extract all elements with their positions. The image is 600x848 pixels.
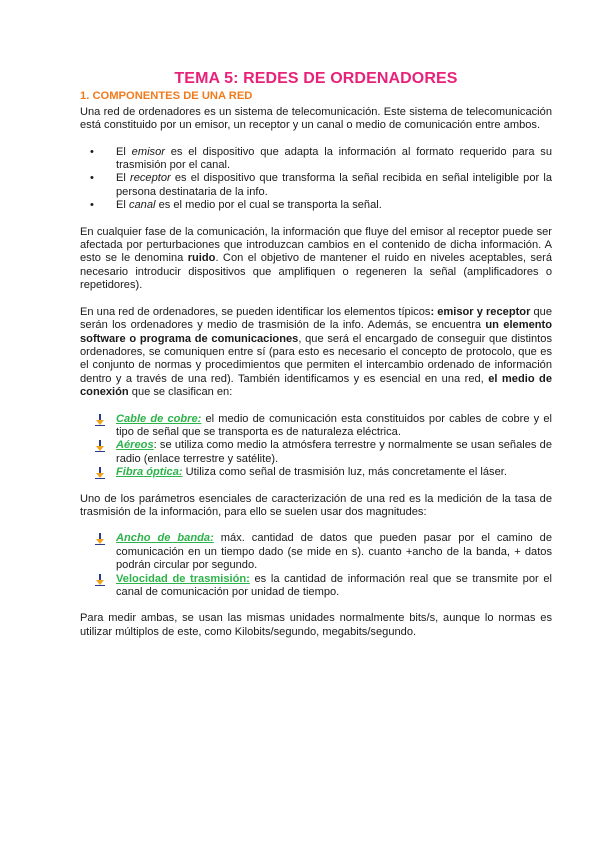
arrow-down-icon xyxy=(95,574,105,586)
bullet-icon: • xyxy=(90,145,94,158)
list-item: • El receptor es el dispositivo que transforma la señal recibida en señal inteligible por la persona destinataria de la info. xyxy=(90,172,552,198)
arrow-down-icon xyxy=(95,533,105,545)
document-page xyxy=(80,72,552,639)
list-item: • El canal es el medio por el cual se transporta la señal. xyxy=(90,199,382,212)
bullet-icon: • xyxy=(90,199,94,212)
arrow-down-icon xyxy=(95,467,105,479)
bullet-icon: • xyxy=(90,172,94,185)
rate-paragraph: Uno de los parámetros esenciales de caracterización de una red es la medición de la tasa de trasmisión de la información, para ello se suelen usar dos magnitudes: xyxy=(80,492,552,518)
arrow-down-icon xyxy=(95,414,105,426)
bullet-list xyxy=(80,146,552,213)
list-item: Aéreos: se utiliza como medio la atmósfera terrestre y normalmente se usan señales de radio (enlace terrestre y satélite). xyxy=(80,439,552,466)
intro-paragraph: Una red de ordenadores es un sistema de telecomunicación. Este sistema de telecomunicación está constituido por un emisor, un receptor y un canal o medio de comunicación entre ambos. xyxy=(80,105,552,132)
media-list xyxy=(80,413,552,480)
list-item: Velocidad de trasmisión: es la cantidad de información real que se transmite por el canal de comunicación por unidad de tiempo. xyxy=(80,573,552,600)
units-paragraph: Para medir ambas, se usan las mismas unidades normalmente bits/s, aunque lo normas es utilizar múltiplos de este, como Kilobits/segundo, megabits/segundo. xyxy=(80,612,552,638)
arrow-down-icon xyxy=(95,440,105,452)
list-item: Ancho de banda: máx. cantidad de datos que pueden pasar por el camino de comunicación en un tiempo dado (se mide en s). cuanto +ancho de la banda, + datos podrán circular por segundo. xyxy=(80,532,552,572)
magnitudes-list xyxy=(80,532,552,599)
elements-paragraph: En una red de ordenadores, se pueden identificar los elementos típicos: emisor y receptor que serán los ordenadores y medio de trasmisión de la info. Además, se encuentra un elemento software o programa de comunicaciones, que será el encargado de conseguir que distintos ordenadores, se comuniquen entre sí (para esto es necesario el concepto de protocolo, que es el conjunto de normas y procedimientos que permiten el intercambio ordenado de información dentro y a través de una red). También identificamos y es esencial en una red, el medio de conexión que se clasifican en: xyxy=(80,305,552,399)
page-title: TEMA 5: REDES DE ORDENADORES xyxy=(174,70,458,87)
list-item: Fibra óptica: Utiliza como señal de trasmisión luz, más concretamente el láser. xyxy=(80,466,552,479)
section-heading: 1. COMPONENTES DE UNA RED xyxy=(80,90,253,103)
list-item: Cable de cobre: el medio de comunicación esta constituidos por cables de cobre y el tipo de señal que se transporta es de naturaleza eléctrica. xyxy=(80,413,552,440)
noise-paragraph: En cualquier fase de la comunicación, la información que fluye del emisor al receptor puede ser afectada por perturbaciones que introduzcan cambios en el contenido de dicha información. A esto se le denomina ruido. Con el objetivo de mantener el ruido en niveles aceptables, será necesario introducir dispositivos que amplifiquen o regeneren la señal (amplificadores o repetidores). xyxy=(80,225,552,292)
list-item: • El emisor es el dispositivo que adapta la información al formato requerido para su trasmisión por el canal. xyxy=(90,145,552,172)
